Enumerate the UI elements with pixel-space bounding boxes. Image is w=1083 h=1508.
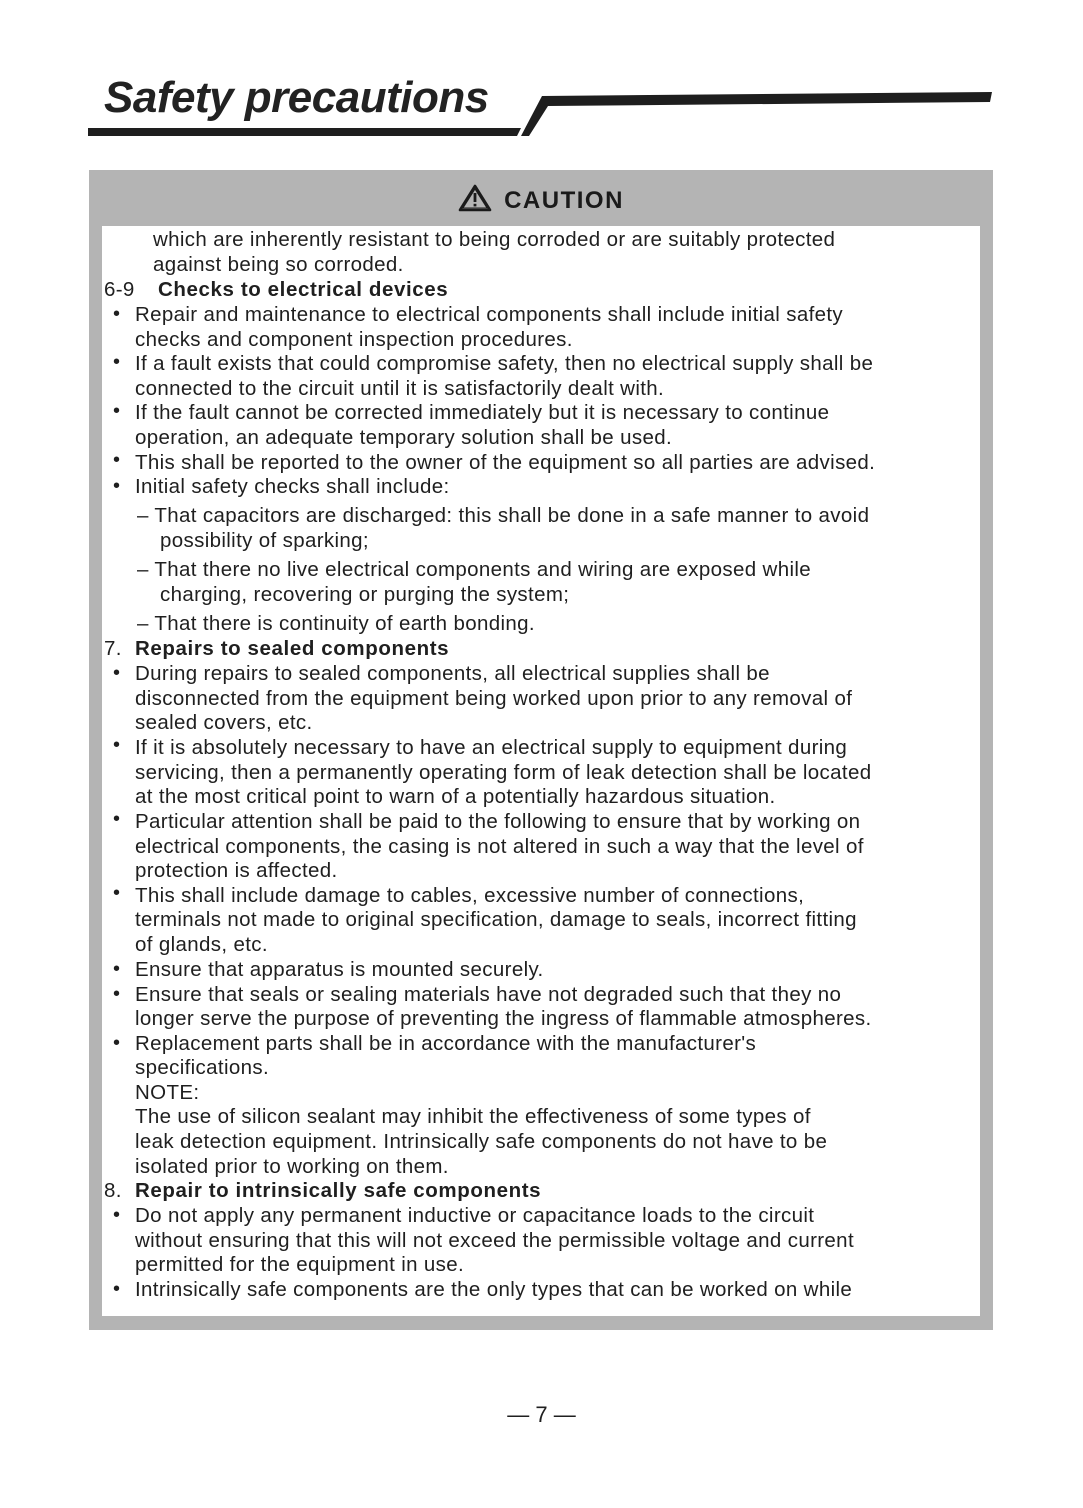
text-line: Initial safety checks shall include:	[135, 475, 450, 498]
bullet: •	[113, 1204, 121, 1226]
text-line: disconnected from the equipment being worked upon prior to any removal of	[135, 687, 853, 710]
text-line: specifications.	[135, 1056, 270, 1079]
text-line: operation, an adequate temporary solution shall be used.	[135, 426, 673, 449]
bullet: •	[113, 808, 121, 830]
section-number: 7.	[104, 637, 122, 660]
section-heading: Repair to intrinsically safe components	[135, 1179, 542, 1202]
bullet: •	[113, 958, 121, 980]
bullet: •	[113, 400, 121, 422]
bullet: •	[113, 1278, 121, 1300]
warning-triangle-icon	[458, 184, 492, 212]
text-line: Intrinsically safe components are the only types that can be worked on while	[135, 1278, 853, 1301]
bullet: •	[113, 449, 121, 471]
text-line: isolated prior to working on them.	[135, 1155, 449, 1178]
page-title: Safety precautions	[104, 73, 489, 122]
bullet: •	[113, 475, 121, 497]
text-line: longer serve the purpose of preventing the ingress of flammable atmospheres.	[135, 1007, 872, 1030]
text-line: without ensuring that this will not exceed the permissible voltage and current	[135, 1229, 854, 1252]
text-line: This shall include damage to cables, excessive number of connections,	[135, 884, 805, 907]
section-number: 8.	[104, 1179, 122, 1202]
bullet: •	[113, 1032, 121, 1054]
text-line: Ensure that seals or sealing materials have not degraded such that they no	[135, 983, 842, 1006]
bullet: •	[113, 734, 121, 756]
text-line: – That there is continuity of earth bonding.	[137, 612, 535, 635]
page-number: — 7 —	[507, 1402, 576, 1427]
text-line: against being so corroded.	[153, 253, 404, 276]
text-line: sealed covers, etc.	[135, 711, 313, 734]
bullet: •	[113, 882, 121, 904]
text-line: During repairs to sealed components, all electrical supplies shall be	[135, 662, 770, 685]
text-line: which are inherently resistant to being corroded or are suitably protected	[153, 228, 836, 251]
bullet: •	[113, 351, 121, 373]
text-line: permitted for the equipment in use.	[135, 1253, 465, 1276]
text-line: electrical components, the casing is not altered in such a way that the level of	[135, 835, 864, 858]
text-line: possibility of sparking;	[160, 529, 369, 552]
note-label: NOTE:	[135, 1081, 200, 1104]
text-line: leak detection equipment. Intrinsically safe components do not have to be	[135, 1130, 828, 1153]
bullet: •	[113, 983, 121, 1005]
text-line: This shall be reported to the owner of the equipment so all parties are advised.	[135, 451, 876, 474]
text-line: – That capacitors are discharged: this shall be done in a safe manner to avoid	[137, 504, 870, 527]
caution-header	[89, 184, 993, 215]
section-heading: Checks to electrical devices	[158, 278, 449, 301]
text-line: If a fault exists that could compromise safety, then no electrical supply shall be	[135, 352, 874, 375]
text-line: Replacement parts shall be in accordance with the manufacturer's	[135, 1032, 757, 1055]
bullet: •	[113, 303, 121, 325]
caution-label: CAUTION	[504, 187, 624, 214]
title-underline	[0, 0, 1083, 150]
text-line: The use of silicon sealant may inhibit the effectiveness of some types of	[135, 1105, 811, 1128]
text-line: If it is absolutely necessary to have an electrical supply to equipment during	[135, 736, 848, 759]
text-line: Repair and maintenance to electrical components shall include initial safety	[135, 303, 844, 326]
text-line: Particular attention shall be paid to the following to ensure that by working on	[135, 810, 861, 833]
section-number: 6-9	[104, 278, 135, 301]
text-line: – That there no live electrical components and wiring are exposed while	[137, 558, 812, 581]
text-line: Do not apply any permanent inductive or capacitance loads to the circuit	[135, 1204, 815, 1227]
text-line: at the most critical point to warn of a potentially hazardous situation.	[135, 785, 776, 808]
bullet: •	[113, 662, 121, 684]
text-line: Ensure that apparatus is mounted securely.	[135, 958, 544, 981]
text-line: charging, recovering or purging the system;	[160, 583, 570, 606]
text-line: terminals not made to original specification, damage to seals, incorrect fitting	[135, 908, 857, 931]
section-heading: Repairs to sealed components	[135, 637, 450, 660]
text-line: protection is affected.	[135, 859, 338, 882]
text-line: of glands, etc.	[135, 933, 268, 956]
text-line: servicing, then a permanently operating form of leak detection shall be located	[135, 761, 872, 784]
text-line: If the fault cannot be corrected immediately but it is necessary to continue	[135, 401, 830, 424]
text-line: connected to the circuit until it is satisfactorily dealt with.	[135, 377, 665, 400]
text-line: checks and component inspection procedures.	[135, 328, 573, 351]
